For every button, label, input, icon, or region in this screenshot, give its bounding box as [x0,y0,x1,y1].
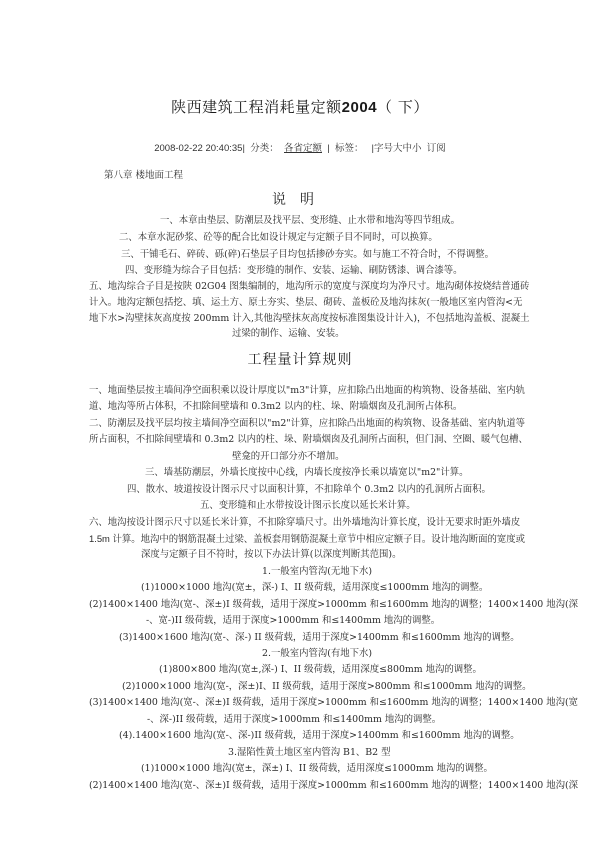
paragraph-line: 深度与定额子目不符时，按以下办法计算(以深度判断其范围)。 [141,549,402,560]
paragraph-line: 二、防潮层及找平层均按主墙间净空面积以"m2"计算，应扣除凸出地面的构筑物、设备基础、室内轨道等 [89,418,525,429]
paragraph-line: (3)1400×1600 地沟(宽-、深-) II 级荷载，适用于深度>1400mm 和≤1600mm 地沟的调整。 [119,632,520,643]
paragraph-line: 二、本章水泥砂浆、砼等的配合比如设计规定与定额子目不同时，可以换算。 [119,232,438,243]
page-title [0,96,600,117]
paragraph-line: 计入。地沟定额包括挖、填、运土方、原土夯实、垫层、砌砖、盖板砼及地沟抹灰(一般地区室内管沟<无 [89,297,523,308]
chapter-heading: 第八章 楼地面工程 [104,170,184,181]
paragraph-line: (1)1000×1000 地沟(宽±，深±) I、II 级荷载，适用深度≤1000mm 地沟的调整。 [141,763,493,774]
font-size-control[interactable]: |字号大中小 [371,143,422,154]
paragraph-line: (1)800×800 地沟(宽±,深-) I、II 级荷载，适用深度≤800mm 地沟的调整。 [159,664,482,675]
paragraph-line: -、深-)II 级荷载，适用于深度>1000mm 和≤1400mm 地沟的调整。 [147,714,442,725]
paragraph-line: (4).1400×1600 地沟(宽-、深-)II 级荷载，适用于深度>1400mm 和≤1600mm 地沟的调整。 [119,730,520,741]
paragraph-line: 一、本章由垫层、防潮层及找平层、变形缝、止水带和地沟等四节组成。 [160,215,461,226]
paragraph-line: 过梁的制作、运输、安装。 [232,328,345,339]
paragraph-line: 1.5m 计算。地沟中的钢筋混凝土过梁、盖板套用钢筋混凝土章节中相应定额子目。设计地沟断面的宽度或 [89,533,525,544]
paragraph-line: 六、地沟按设计图示尺寸以延长米计算，不扣除穿墙尺寸。出外墙地沟计算长度，设计无要求时距外墙皮 [89,517,521,528]
paragraph-line: 所占面积，不扣除间壁墙和 0.3m2 以内的柱、垛、附墙烟囱及孔洞所占面积，但门洞、空圈、暖气包槽、 [89,434,528,445]
title-text: 陕西建筑工程消耗量定额 [171,98,342,116]
meta-separator: | [327,143,330,154]
paragraph-line: 四、变形缝为综合子目包括：变形缝的制作、安装、运输、刷防锈漆、调合漆等。 [125,265,463,276]
paragraph-line: (1)1000×1000 地沟(宽±，深-) I、II 级荷载，适用深度≤1000mm 地沟的调整。 [141,582,489,593]
paragraph-line: 五、变形缝和止水带按设计图示长度以延长米计算。 [200,500,416,511]
title-year: 2004 [341,99,378,116]
paragraph-line: -、宽-)II 级荷载，适用于深度>1000mm 和≤1400mm 地沟的调整。 [146,615,441,626]
section-heading-explanation: 说明 [272,192,328,208]
paragraph-line: 五、地沟综合子目是按陕 02G04 图集编制的，地沟所示的宽度与深度均为净尺寸。地沟砌体按烧结普通砖 [89,281,530,292]
post-datetime: 2008-02-22 20:40:35| [154,143,245,154]
title-suffix: （ 下） [377,98,429,116]
post-meta [0,140,600,154]
paragraph-line: 3.湿陷性黄土地区室内管沟 B1、B2 型 [228,747,391,758]
tags-label: 标签： [335,143,364,154]
paragraph-line: 2.一般室内管沟(有地下水) [262,648,373,659]
paragraph-line: 地下水>沟壁抹灰高度按 200mm 计入,其他沟壁抹灰高度按标准图集设计计入)，不包括地沟盖板、混凝土 [89,313,530,324]
paragraph-line: 1.一般室内管沟(无地下水) [262,566,373,577]
paragraph-line: 一、地面垫层按主墙间净空面积乘以设计厚度以"m3"计算，应扣除凸出地面的构筑物、设备基础、室内轨 [89,385,525,396]
paragraph-line: 四、散水、坡道按设计图示尺寸以面积计算，不扣除单个 0.3m2 以内的孔洞所占面积。 [127,484,491,495]
paragraph-line: 道、地沟等所占体积，不扣除间壁墙和 0.3m2 以内的柱、垛、附墙烟囱及孔洞所占体积。 [89,401,463,412]
paragraph-line: 壁龛的开口部分亦不增加。 [232,451,345,462]
category-label: 分类： [250,143,279,154]
paragraph-line: (2)1400×1400 地沟(宽-、深±)I 级荷载，适用于深度>1000mm 和≤1600mm 地沟的调整；1400×1400 地沟(深 [89,780,579,791]
section-heading-rules: 工程量计算规则 [247,352,353,368]
paragraph-line: 三、干铺毛石、碎砖、砾(碎)石垫层子目均包括掺砂夯实。如与施工不符合时，不得调整。 [121,249,494,260]
category-link[interactable]: 各省定额 [284,143,323,154]
subscribe-link[interactable]: 订阅 [426,143,446,154]
paragraph-line: (2)1000×1000 地沟(宽-，深±)I、II 级荷载，适用于深度>800mm 和≤1000mm 地沟的调整。 [122,681,532,692]
paragraph-line: 三、墙基防潮层，外墙长度按中心线，内墙长度按净长乘以墙宽以"m2"计算。 [145,467,469,478]
paragraph-line: (3)1400×1400 地沟(宽-、深±)I 级荷载，适用于深度>1000mm 和≤1600mm 地沟的调整；1400×1400 地沟(宽 [89,697,579,708]
paragraph-line: (2)1400×1400 地沟(宽-、深±)I 级荷载，适用于深度>1000mm 和≤1600mm 地沟的调整；1400×1400 地沟(深 [89,599,579,610]
